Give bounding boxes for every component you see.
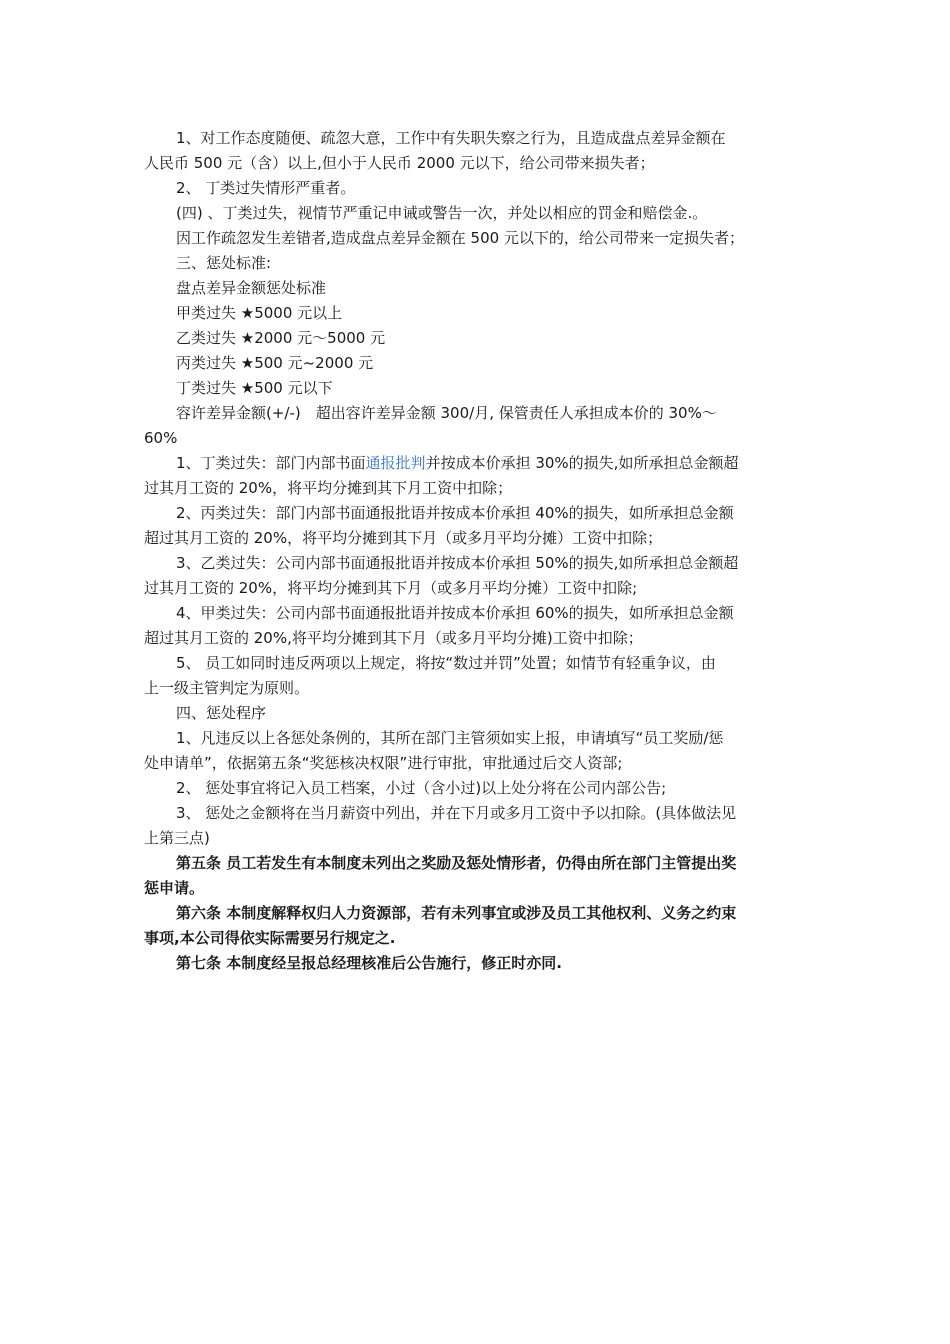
text-line: 处申请单”，依据第五条“奖惩核决权限”进行审批，审批通过后交人资部;	[144, 754, 623, 772]
text-line	[144, 451, 806, 476]
text-line: 因工作疏忽发生差错者,造成盘点差异金额在 500 元以下的，给公司带来一定损失者；	[176, 229, 744, 247]
text-line: 4、甲类过失：公司内部书面通报批语并按成本价承担 60%的损失，如所承担总金额	[176, 604, 734, 622]
text-line: 上一级主管判定为原则。	[144, 679, 310, 697]
section-heading: 四、惩处程序	[176, 704, 267, 722]
text-line: 过其月工资的 20%，将平均分摊到其下月（或多月平均分摊）工资中扣除;	[144, 579, 638, 597]
article-line: 第七条 本制度经呈报总经理核准后公告施行，修正时亦同.	[176, 954, 562, 972]
text-line: 1、凡违反以上各惩处条例的，其所在部门主管须如实上报，申请填写“员工奖励/惩	[176, 729, 724, 747]
text-line: 2、 惩处事宜将记入员工档案，小过（含小过)以上处分将在公司内部公告;	[176, 779, 667, 797]
document-body	[144, 126, 806, 976]
text-line: 丁类过失 ★500 元以下	[176, 379, 333, 397]
text-line: 超过其月工资的 20%,将平均分摊到其下月（或多月平均分摊)工资中扣除；	[144, 629, 643, 647]
text-line: 容许差异金额(+/-) 超出容许差异金额 300/月, 保管责任人承担成本价的 30%～	[176, 404, 717, 422]
text-line: 1、对工作态度随便、疏忽大意，工作中有失职失察之行为，且造成盘点差异金额在	[176, 129, 726, 147]
text-line: 3、乙类过失：公司内部书面通报批语并按成本价承担 50%的损失,如所承担总金额超	[176, 554, 739, 572]
section-heading: 三、惩处标准:	[176, 254, 272, 272]
text-line: 2、 丁类过失情形严重者。	[176, 179, 356, 197]
text-line: 2、丙类过失：部门内部书面通报批语并按成本价承担 40%的损失，如所承担总金额	[176, 504, 734, 522]
text-line: 乙类过失 ★2000 元～5000 元	[176, 329, 386, 347]
article-line: 第六条 本制度解释权归人力资源部，若有未列事宜或涉及员工其他权利、义务之约束	[176, 904, 737, 922]
text-line: 3、 惩处之金额将在当月薪资中列出，并在下月或多月工资中予以扣除。(具体做法见	[176, 804, 737, 822]
text-line: (四) 、丁类过失，视情节严重记申诫或警告一次，并处以相应的罚金和赔偿金.。	[176, 204, 708, 222]
text-line: 超过其月工资的 20%，将平均分摊到其下月（或多月平均分摊）工资中扣除；	[144, 529, 663, 547]
text-line: 5、 员工如同时违反两项以上规定，将按“数过并罚”处置；如情节有轻重争议，由	[176, 654, 716, 672]
text-line: 丙类过失 ★500 元~2000 元	[176, 354, 374, 372]
text-line: 人民币 500 元（含）以上,但小于人民币 2000 元以下，给公司带来损失者；	[144, 154, 655, 172]
article-line: 第五条 员工若发生有本制度未列出之奖励及惩处情形者，仍得由所在部门主管提出奖	[176, 854, 737, 872]
text-segment: 1、丁类过失：部门内部书面	[176, 454, 366, 472]
article-line: 事项,本公司得依实际需要另行规定之.	[144, 929, 396, 947]
notice-link[interactable]: 通报批判	[365, 454, 426, 472]
text-line: 60%	[144, 429, 178, 447]
text-line: 甲类过失 ★5000 元以上	[176, 304, 343, 322]
text-line: 过其月工资的 20%，将平均分摊到其下月工资中扣除；	[144, 479, 513, 497]
text-line: 盘点差异金额惩处标准	[176, 279, 327, 297]
article-line: 惩申请。	[144, 879, 205, 897]
text-segment: 并按成本价承担 30%的损失,如所承担总金额超	[425, 454, 739, 472]
text-line: 上第三点)	[144, 829, 210, 847]
